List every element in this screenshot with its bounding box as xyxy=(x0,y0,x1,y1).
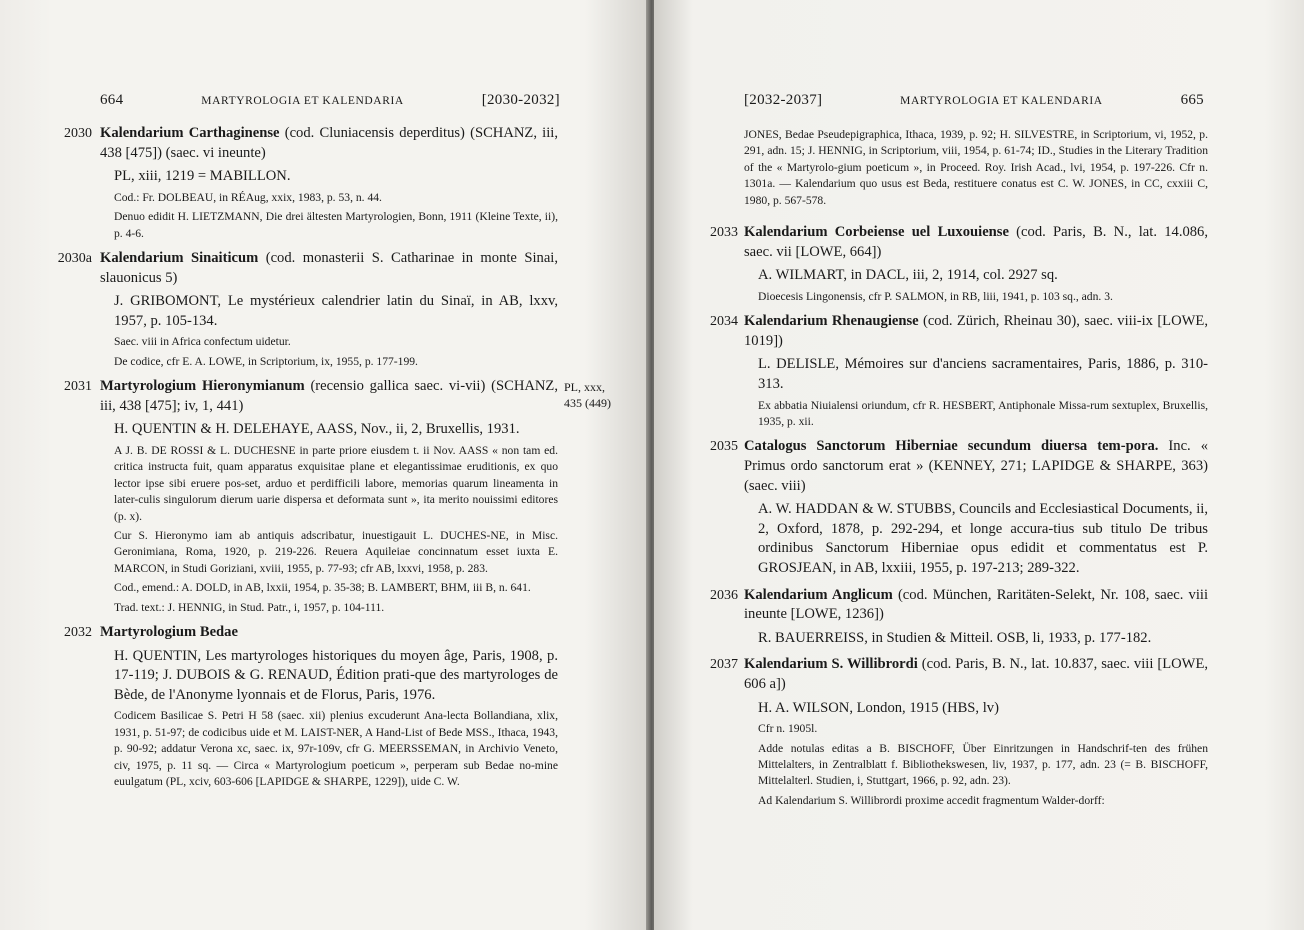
entry-number: 2037 xyxy=(710,657,738,673)
entry-2034 xyxy=(710,312,1208,430)
left-page xyxy=(0,0,650,930)
entry-2031 xyxy=(64,377,611,616)
entry-heading: Kalendarium Carthaginense (cod. Cluniacensis deperditus) (SCHANZ, iii, 438 [475]) (saec. vi ineunte) xyxy=(100,125,558,161)
entry-edition: R. BAUERREISS, in Studien & Mitteil. OSB, li, 1933, p. 177-182. xyxy=(758,629,1152,646)
entry-heading: Catalogus Sanctorum Hiberniae secundum diuersa tem-pora. Inc. « Primus ordo sanctorum erat » (KENNEY, 271; LAPIDGE & SHARPE, 363) (saec. viii) xyxy=(744,438,1208,494)
entry-heading: Kalendarium Sinaiticum (cod. monasterii S. Catharinae in monte Sinai, slauonicus 5) xyxy=(100,250,558,286)
running-title: MARTYROLOGIA ET KALENDARIA xyxy=(201,95,404,107)
entry-note: Denuo edidit H. LIETZMANN, Die drei ältesten Martyrologien, Bonn, 1911 (Kleine Texte, ii), p. 4-6. xyxy=(114,210,558,240)
entry-note: Cod., emend.: A. DOLD, in AB, lxxii, 1954, p. 35-38; B. LAMBERT, BHM, iii B, n. 641. xyxy=(114,581,531,595)
entry-edition: PL, xiii, 1219 = MABILLON. xyxy=(114,168,291,185)
running-title: MARTYROLOGIA ET KALENDARIA xyxy=(900,95,1103,107)
entry-number: 2033 xyxy=(710,225,738,241)
entry-number: 2030a xyxy=(57,251,92,266)
entry-number: 2032 xyxy=(64,625,92,641)
entry-edition: H. QUENTIN & H. DELEHAYE, AASS, Nov., ii, 2, Bruxellis, 1931. xyxy=(114,421,520,438)
entry-2036 xyxy=(710,586,1209,649)
entry-note: De codice, cfr E. A. LOWE, in Scriptorium, ix, 1955, p. 177-199. xyxy=(114,354,418,368)
right-column xyxy=(710,124,1209,816)
entry-edition: J. GRIBOMONT, Le mystérieux calendrier latin du Sinaï, in AB, lxxv, 1957, p. 105-134. xyxy=(114,293,558,329)
entry-note: Codicem Basilicae S. Petri H 58 (saec. xii) plenius excuderunt Ana-lecta Bollandiana, xlix, 1931, p. 51-97; de codicibus uide et M. LAIST-NER, A Hand-List of Bede MSS., Ithaca, 1943, p. 90-92; addatur Verona xc, saec. ix, 97r-109v, cfr G. MEERSSEMAN, in Archivio Veneto, civ, 1975, p. 11 sq. — Circa « Martyrologium poeticum », perperam sub Bedae no-mine euulgatum (PL, xciv, 603-606 [LAPIDGE & SHARPE, 1229]), uide C. W. xyxy=(114,709,558,789)
entry-note: Ex abbatia Niuialensi oriundum, cfr R. HESBERT, Antiphonale Missa-rum sextuplex, Bruxellis, 1935, p. xii. xyxy=(758,398,1208,428)
page-number: 665 xyxy=(1180,92,1204,108)
entry-heading: Kalendarium S. Willibrordi (cod. Paris, B. N., lat. 10.837, saec. viii [LOWE, 606 a]) xyxy=(744,656,1209,692)
entry-number: 2036 xyxy=(710,587,738,603)
entry-2037 xyxy=(710,655,1209,809)
entry-number: 2034 xyxy=(710,314,738,330)
entry-number: 2035 xyxy=(710,439,738,455)
right-page xyxy=(654,0,1304,930)
entry-number: 2030 xyxy=(64,126,92,141)
entry-2035 xyxy=(710,437,1208,578)
entry-heading: Martyrologium Hieronymianum (recensio gallica saec. vi-vii) (SCHANZ, iii, 438 [475]; iv, 1, 441) xyxy=(100,378,559,414)
entry-edition: H. A. WILSON, London, 1915 (HBS, lv) xyxy=(758,699,999,716)
entry-heading: Kalendarium Anglicum (cod. München, Raritäten-Selekt, Nr. 108, saec. viii ineunte [LOWE, 1236]) xyxy=(744,586,1209,623)
entry-heading: Martyrologium Bedae xyxy=(100,624,238,641)
entry-number: 2031 xyxy=(64,379,92,395)
entry-range: [2032-2037] xyxy=(744,92,823,108)
entry-note: Cur S. Hieronymo iam ab antiquis adscribatur, inuestigauit L. DUCHES-NE, in Misc. Geronimiana, Roma, 1920, p. 219-226. Reuera Aquileiae concinnatum esset iuxta E. MARCON, in Studi Goriziani, xviii, 1955, p. 77-93; cfr AB, lxxvi, 1958, p. 283. xyxy=(114,529,558,575)
entry-note: Ad Kalendarium S. Willibrordi proxime accedit fragmentum Walder-dorff: xyxy=(758,793,1105,807)
entry-2030 xyxy=(64,124,558,242)
entry-heading: Kalendarium Rhenaugiense (cod. Zürich, Rheinau 30), saec. viii-ix [LOWE, 1019]) xyxy=(744,313,1208,349)
entry-note: Trad. text.: J. HENNIG, in Stud. Patr., i, 1957, p. 104-111. xyxy=(114,600,385,614)
entry-note: Adde notulas editas a B. BISCHOFF, Über Einritzungen in Handschrif-ten des frühen Mittelalters, in Zentralblatt f. Bibliothekswesen, liv, 1937, p. 177, adn. 23 (= B. BISCHOFF, Mittelalterl. Studien, i, Stuttgart, 1966, p. 92, adn. 23). xyxy=(758,741,1208,788)
margin-reference: PL, xxx, 435 (449) xyxy=(564,380,611,411)
entry-note: Cfr n. 1905l. xyxy=(758,722,818,736)
entry-edition: L. DELISLE, Mémoires sur d'anciens sacramentaires, Paris, 1886, p. 310-313. xyxy=(758,356,1208,392)
entry-note: A J. B. DE ROSSI & L. DUCHESNE in parte priore eiusdem t. ii Nov. AASS « non tam ed. critica instructa fuit, quam apparatus exquisitae plane et elegantissimae eruditionis, ex quo lector ipse sibi eruere pos-set, arduo et perdifficili labore, memorias quarum lineamenta in later-culis singulorum dierum uarie dispersa et deformata sunt », ita merito nouissimi editores (p. x). xyxy=(114,443,558,523)
page-number: 664 xyxy=(100,92,124,108)
entry-2032 xyxy=(64,623,558,790)
entry-note: Dioecesis Lingonensis, cfr P. SALMON, in RB, liii, 1941, p. 103 sq., adn. 3. xyxy=(758,289,1113,303)
entry-edition: H. QUENTIN, Les martyrologes historiques du moyen âge, Paris, 1908, p. 17-119; J. DUBOIS & G. RENAUD, Édition prati-que des martyrologes de Bède, de l'Anonyme lyonnais et de Florus, Paris, 1976. xyxy=(114,647,558,703)
entry-edition: A. WILMART, in DACL, iii, 2, 1914, col. 2927 sq. xyxy=(758,267,1058,284)
entry-note: Saec. viii in Africa confectum uidetur. xyxy=(114,335,291,349)
continuation-note: JONES, Bedae Pseudepigraphica, Ithaca, 1939, p. 92; H. SILVESTRE, in Scriptorium, vi, 1952, p. 291, adn. 15; J. HENNIG, in Scriptorium, viii, 1954, p. 61-74; ID., Studies in the Literary Tradition of the « Martyrolo-gium poeticum », in Proceed. Roy. Irish Acad., lvi, 1954, p. 197-226. Cfr n. 1301a. — Kalendarium quo usus est Beda, restituere conatus est C. W. JONES, in CC, cxxiii C, 1980, p. 567-578. xyxy=(744,128,1208,207)
entry-2033 xyxy=(710,223,1209,305)
entry-edition: A. W. HADDAN & W. STUBBS, Councils and Ecclesiastical Documents, ii, 2, Oxford, 1878, p. 292-294, et longe accura-tius sub titulo De tribus ordinibus Sanctorum Hiberniae opus edidit et commentatus est P. GROSJEAN, in AB, lxxiii, 1955, p. 197-213; 289-322. xyxy=(758,501,1208,576)
left-column xyxy=(57,124,611,797)
running-head-left xyxy=(100,92,560,112)
running-head-right xyxy=(744,92,1204,112)
entry-heading: Kalendarium Corbeiense uel Luxouiense (cod. Paris, B. N., lat. 14.086, saec. vii [LOWE, 664]) xyxy=(744,224,1209,260)
entry-2030a xyxy=(57,249,558,370)
entry-note: Cod.: Fr. DOLBEAU, in RÉAug, xxix, 1983, p. 53, n. 44. xyxy=(114,190,382,204)
entry-range: [2030-2032] xyxy=(481,92,560,108)
